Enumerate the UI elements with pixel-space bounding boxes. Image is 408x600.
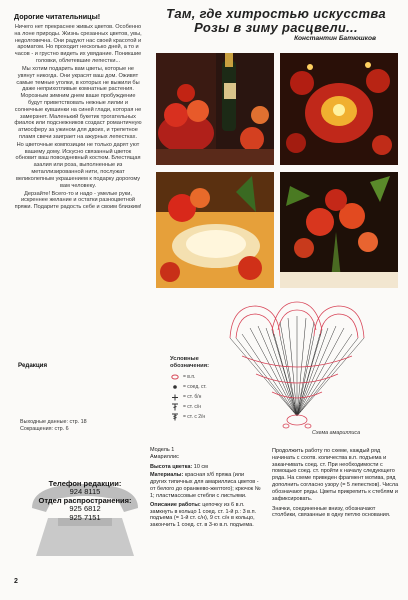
single-crochet-icon [170, 394, 180, 401]
legend-title: Условные обозначения: [170, 356, 210, 369]
phone-number: 924 8115 [69, 487, 101, 497]
editorial-paragraph: Но цветочные композиции не только дарят уют вашему дому. Искусно связанный цветок обновит ваш повседневный костюм. Блестящая азалия или роза, выполненные из металлизированной нити, послужат великолепным украшением к подарку дорогому вам человеку. [15, 141, 141, 189]
output-line: Выходные данные: стр. 18 [20, 419, 87, 425]
photo-roses-champagne [156, 53, 274, 165]
editorial-heading: Дорогие читательницы! [14, 12, 101, 21]
output-info [20, 419, 87, 433]
model-title: Модель 1 [150, 447, 175, 453]
symbol-legend [170, 356, 228, 422]
legend-item: = ст. б/н [170, 392, 228, 402]
legend-item: = соед. ст. [170, 382, 228, 392]
model-height: Высота цветка: 10 см [150, 463, 208, 470]
legend-item: = в.п. [170, 372, 228, 382]
instruction-paragraph: Продолжить работу по схеме, каждый ряд начинать с соотв. количества в.п. подъема и заканчивать соед. ст. При необходимости с помощью соед. ст. пройти к началу следующего ряда. На схеме приведен фрагмент мотива, ряд дополнить согласно узору (= 5 лепестков). Числа обозначают ряды. Цветы прикрепить к стеблям и зафиксировать. [272, 448, 399, 502]
photo-flower-candles [280, 53, 398, 165]
contact-block [30, 480, 140, 522]
diagram-caption: Схема амариллиса [312, 430, 361, 436]
instructions-continued [272, 448, 400, 522]
photo-table-setting [156, 172, 274, 288]
model-materials: Материалы: красная х/б пряжа (или других типичных для амариллиса цветов - от белого до оранжево-желтого); крючок № 1; пластмассовые стебли с листьями. [150, 472, 261, 499]
editorial-paragraph: Ничего нет прекраснее живых цветов. Особенно на лоне природы. Жизнь срезанных цветов, увы, недолговечна. Они радуют нас своей красотой и ароматом. Но проходит несколько дней, а то и часов - и грустно видеть их увядание. Поникшие головки, облетевшие лепестки... [14, 24, 142, 65]
editorial-body [14, 24, 142, 211]
model-work-description: Описание работы: цепочку из 6 в.п. замкнуть в кольцо 1 соед. ст. 1-й р.: 3 в.п. подъема (= 1-й ст. с/н), 9 ст. с/н в кольцо, закончить 1 соед. ст. в 3-ю в.п. подъема. [150, 501, 257, 529]
poem-header [154, 7, 398, 42]
editorial-column [14, 12, 142, 372]
double-crochet-icon [170, 404, 180, 411]
phone-number: 925 6812 [69, 504, 101, 514]
phone-label: Телефон редакции: [48, 479, 122, 488]
slip-stitch-icon [170, 384, 180, 391]
crochet-diagram [222, 298, 372, 438]
title-line: Розы в зиму расцвели... [194, 19, 358, 35]
editorial-paragraph: Мы хотим подарить вам цветы, которые не увянут никогда. Они украсят ваш дом. Оживят самые темные уголки, в которых не выжили бы даже неприхотливые комнатные растения. Морозным зимним днем ваше пробуждение будут приветствовать нежные лилии и солнечные кувшинки на синей глади, которая не замерзнет. Маленький букетик трогательных фиалок или подснежников создаст романтичную атмосферу за ужином для двоих, и трепетное пламя свечи заиграет на ажурных лепестках. [14, 65, 142, 140]
legend-item: = ст. с/н [170, 402, 228, 412]
editorial-paragraph: Дерзайте! Всего-то и надо - умелые руки, искреннее желание и остатки разноцветной пряжи. Подарите радость себе и своим близким! [14, 190, 142, 211]
poem-author: Константин Батюшков [294, 35, 376, 43]
page-number: 2 [14, 578, 18, 585]
photo-bouquet [280, 172, 398, 288]
chain-stitch-icon [170, 374, 180, 381]
editorial-signature: Редакция [18, 362, 48, 369]
model-subtitle: Амариллис [150, 453, 179, 460]
treble-crochet-icon [170, 414, 180, 421]
distribution-label: Отдел распространения: [38, 495, 132, 505]
phone-number: 925 7151 [69, 512, 101, 522]
model-description [150, 447, 262, 529]
output-line: Сокращения: стр. 6 [20, 426, 69, 433]
title-line: Там, где хитростью искусства [166, 6, 386, 21]
instruction-paragraph: Значки, соединенные внизу, обозначают столбики, связанные в одну петлю основания. [272, 505, 391, 519]
legend-item: = ст. с 2/н [170, 412, 228, 422]
